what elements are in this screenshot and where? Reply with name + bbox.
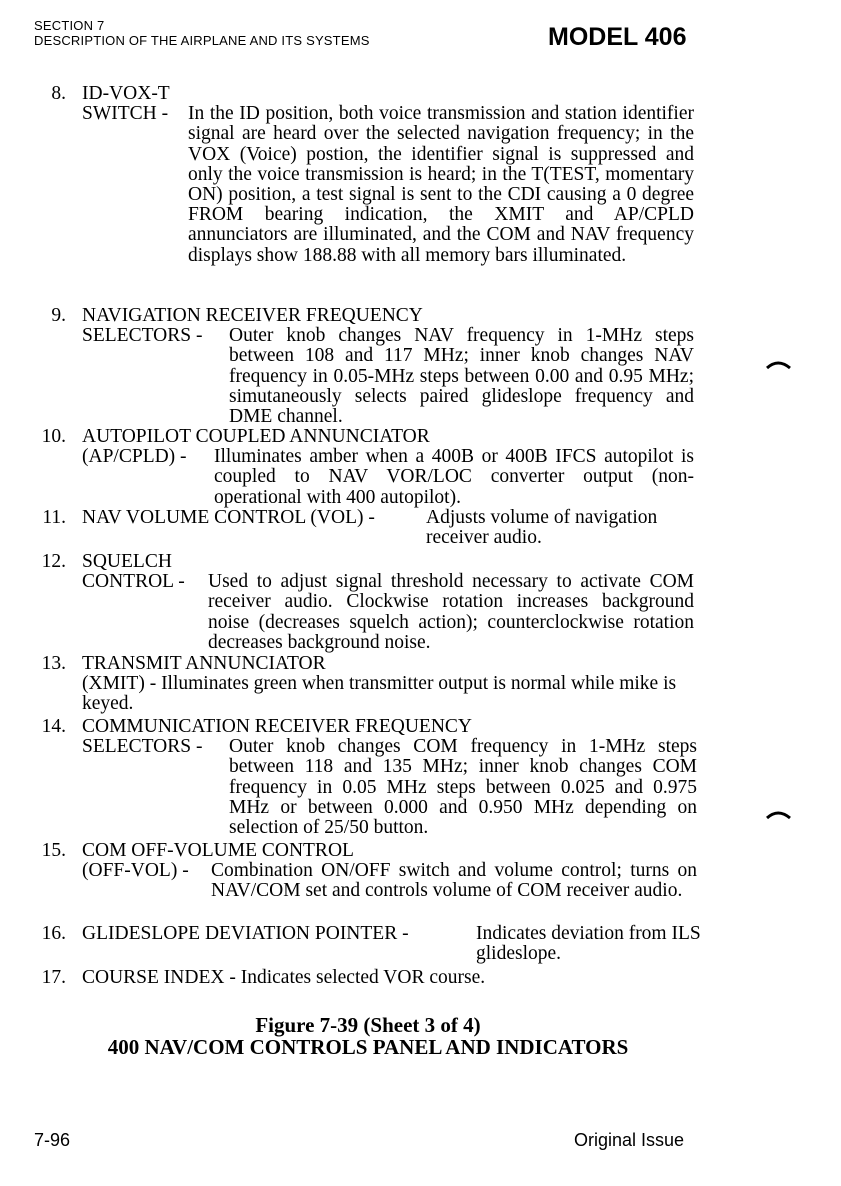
item-number: 9. [51, 305, 66, 326]
list-item [0, 717, 841, 841]
list-item [0, 427, 841, 508]
section-label: SECTION 7 [34, 18, 105, 33]
item-number: 11. [42, 507, 66, 528]
item-title: COM OFF-VOLUME CONTROL [82, 840, 354, 861]
list-item [0, 654, 841, 717]
item-title: ID-VOX-T [82, 83, 170, 104]
item-description: Outer knob changes COM frequency in 1-MHz steps between 118 and 135 MHz; inner knob changes COM frequency in 0.05 MHz steps between 0.025 and 0.975 MHz or between 0.000 and 0.950 MHz depending on selection of 25/50 button. [229, 736, 697, 839]
item-description: Indicates selected VOR course. [240, 967, 486, 988]
item-description: Adjusts volume of navigation receiver audio. [426, 507, 658, 549]
section-description: DESCRIPTION OF THE AIRPLANE AND ITS SYSTEMS [34, 33, 370, 48]
item-description: Indicates deviation from ILS glideslope. [476, 923, 701, 965]
item-number: 16. [41, 923, 66, 944]
item-sub-label: SWITCH - [82, 103, 169, 125]
item-description: Combination ON/OFF switch and volume control; turns on NAV/COM set and controls volume of COM receiver audio. [211, 860, 697, 902]
list-item [0, 84, 841, 306]
item-title: COMMUNICATION RECEIVER FREQUENCY [82, 716, 473, 737]
item-title-line [0, 968, 841, 988]
binding-tab-mark-icon [766, 810, 792, 820]
running-header [34, 18, 370, 48]
item-sub-label: CONTROL - [82, 571, 185, 593]
item-sub-label: (AP/CPLD) - [82, 446, 187, 468]
list-item [0, 306, 841, 427]
item-description: In the ID position, both voice transmission and station identifier signal are heard over the selected navigation frequency; in the VOX (Voice) postion, the identifier signal is suppressed and only the voice transmission is heard; in the T(TEST, momentary ON) position, a test signal is sent to the CDI causing a 0 degree FROM bearing indication, the XMIT and AP/CPLD annunciators are illuminated, and the COM and NAV frequency displays show 188.88 with all memory bars illuminated. [188, 103, 694, 266]
item-description-text: Illuminates green when transmitter output is normal while mike is keyed. [82, 673, 677, 715]
item-description [82, 674, 697, 714]
item-title: GLIDESLOPE DEVIATION POINTER - [82, 923, 409, 944]
item-number: 15. [41, 840, 66, 861]
item-sub-label: (XMIT) - [82, 673, 157, 695]
list-item [0, 552, 841, 654]
figure-caption: Figure 7-39 (Sheet 3 of 4) [255, 1013, 481, 1037]
item-sub-label: SELECTORS - [82, 325, 203, 347]
item-title: SQUELCH [82, 551, 172, 572]
item-title: NAVIGATION RECEIVER FREQUENCY [82, 305, 423, 326]
item-number: 14. [41, 716, 66, 737]
item-number: 12. [41, 551, 66, 572]
item-description: Illuminates amber when a 400B or 400B IFCS autopilot is coupled to NAV VOR/LOC converter output (non-operational with 400 autopilot). [214, 446, 694, 508]
figure-caption-block [0, 1014, 736, 1058]
binding-tab-mark-icon [766, 360, 792, 370]
item-list [0, 84, 841, 992]
item-description: Used to adjust signal threshold necessary to activate COM receiver audio. Clockwise rotation increases background noise (decreases squelch action); counterclockwise rotation decreases background noise. [208, 571, 694, 653]
figure-title: 400 NAV/COM CONTROLS PANEL AND INDICATORS [107, 1035, 629, 1059]
list-item [0, 924, 841, 968]
item-number: 13. [41, 653, 66, 674]
model-title: MODEL 406 [548, 23, 687, 51]
list-item [0, 508, 841, 552]
item-number: 8. [51, 83, 66, 104]
issue-label: Original Issue [574, 1130, 685, 1150]
item-title: AUTOPILOT COUPLED ANNUNCIATOR [82, 426, 430, 447]
page-number: 7-96 [34, 1130, 71, 1150]
item-title: TRANSMIT ANNUNCIATOR [82, 653, 326, 674]
list-item [0, 841, 841, 924]
item-title: NAV VOLUME CONTROL (VOL) - [82, 507, 375, 528]
item-description: Outer knob changes NAV frequency in 1-MHz steps between 108 and 117 MHz; inner knob changes NAV frequency in 0.05-MHz steps between 0.00 and 0.95 MHz; simutaneously selects paired glideslope frequency and DME channel. [229, 325, 694, 428]
item-title: COURSE INDEX - [82, 967, 236, 988]
item-number: 10. [41, 426, 66, 447]
item-sub-label: (OFF-VOL) - [82, 860, 189, 882]
item-sub-label: SELECTORS - [82, 736, 203, 758]
list-item [0, 968, 841, 992]
item-number: 17. [41, 967, 66, 988]
